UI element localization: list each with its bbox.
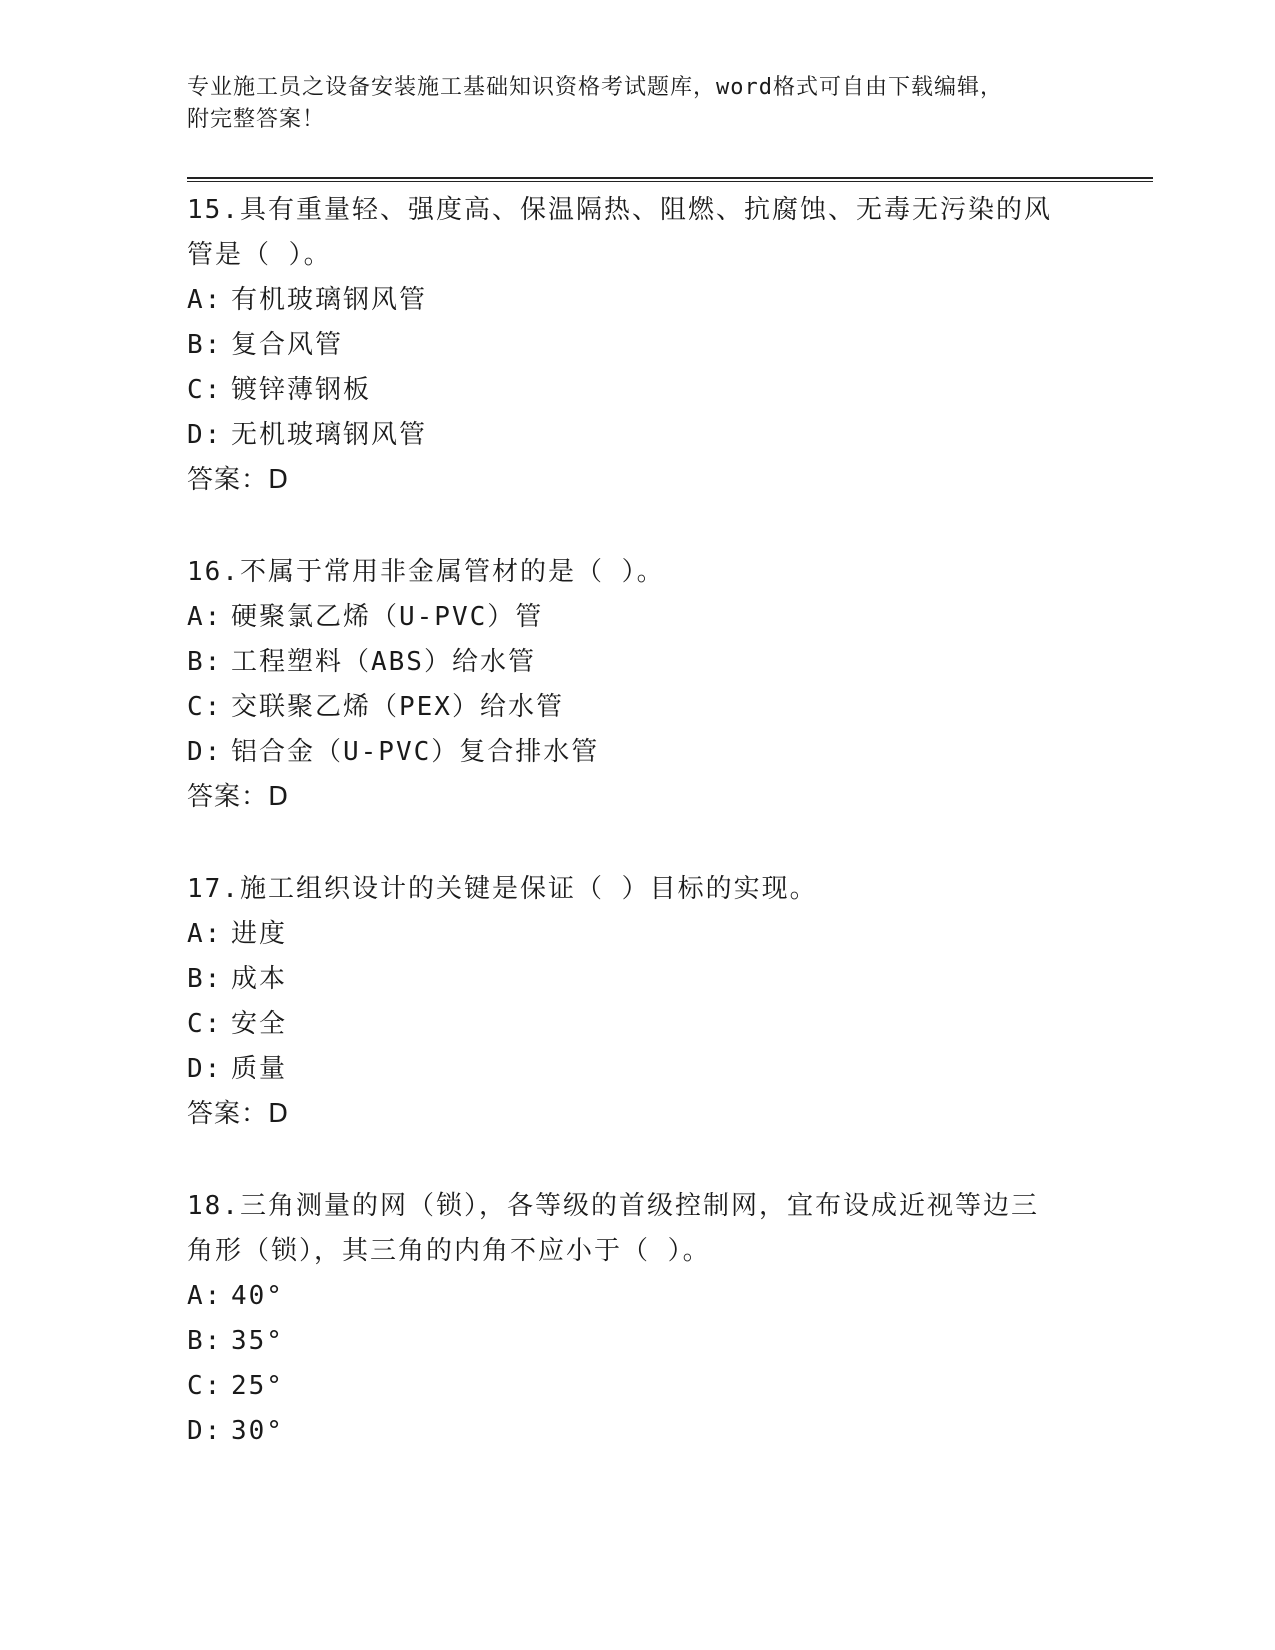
option-a (187, 595, 1117, 640)
option-letter: B: (187, 330, 223, 360)
option-text: 镀锌薄钢板 (231, 375, 372, 405)
header-line-1: 专业施工员之设备安装施工基础知识资格考试题库，word格式可自由下载编辑， (187, 75, 1003, 100)
question-spacer (187, 820, 1117, 867)
option-c (187, 685, 1117, 730)
question-18 (187, 1184, 1117, 1454)
option-text: 工程塑料（ABS）给水管 (231, 647, 536, 677)
option-d (187, 730, 1117, 775)
option-a (187, 912, 1117, 957)
option-letter: A: (187, 602, 223, 632)
option-text: 40° (231, 1281, 284, 1311)
answer-line: 答案：D (187, 782, 290, 812)
option-d (187, 1409, 1117, 1454)
option-letter: B: (187, 1326, 223, 1356)
question-spacer (187, 1137, 1117, 1184)
option-d (187, 413, 1117, 458)
option-text: 35° (231, 1326, 284, 1356)
option-letter: C: (187, 1009, 223, 1039)
answer-line: 答案：D (187, 465, 290, 495)
option-text: 成本 (231, 964, 288, 994)
option-letter: A: (187, 919, 223, 949)
question-stem (187, 867, 1117, 912)
header-line-2: 附完整答案！ (187, 107, 326, 132)
option-c (187, 1002, 1117, 1047)
option-text: 质量 (231, 1054, 288, 1084)
option-b (187, 323, 1117, 368)
option-letter: C: (187, 375, 223, 405)
header-divider (187, 177, 1153, 182)
option-text: 硬聚氯乙烯（U-PVC）管 (231, 602, 544, 632)
option-text: 30° (231, 1416, 284, 1446)
option-text: 复合风管 (231, 330, 344, 360)
option-text: 进度 (231, 919, 288, 949)
question-stem-line: 角形（锁），其三角的内角不应小于（ ）。 (187, 1236, 711, 1266)
option-text: 有机玻璃钢风管 (231, 285, 428, 315)
question-stem-line: 16.不属于常用非金属管材的是（ ）。 (187, 557, 665, 587)
question-spacer (187, 503, 1117, 550)
answer-line: 答案：D (187, 1099, 290, 1129)
option-text: 25° (231, 1371, 284, 1401)
option-letter: A: (187, 1281, 223, 1311)
option-letter: D: (187, 420, 223, 450)
question-stem (187, 1184, 1117, 1274)
option-letter: B: (187, 964, 223, 994)
question-stem-line: 17.施工组织设计的关键是保证（ ）目标的实现。 (187, 874, 818, 904)
question-15 (187, 188, 1117, 503)
question-stem-line: 管是（ ）。 (187, 240, 332, 270)
question-stem (187, 550, 1117, 595)
option-letter: D: (187, 1416, 223, 1446)
option-c (187, 368, 1117, 413)
option-text: 铝合金（U-PVC）复合排水管 (231, 737, 600, 767)
document-header (187, 72, 1087, 136)
question-stem-line: 18.三角测量的网（锁），各等级的首级控制网，宜布设成近视等边三 (187, 1191, 1039, 1221)
question-list (187, 188, 1117, 1454)
option-b (187, 640, 1117, 685)
option-letter: B: (187, 647, 223, 677)
option-text: 安全 (231, 1009, 288, 1039)
option-text: 交联聚乙烯（PEX）给水管 (231, 692, 564, 722)
question-stem-line: 15.具有重量轻、强度高、保温隔热、阻燃、抗腐蚀、无毒无污染的风 (187, 195, 1052, 225)
option-letter: A: (187, 285, 223, 315)
option-c (187, 1364, 1117, 1409)
option-b (187, 957, 1117, 1002)
option-letter: D: (187, 1054, 223, 1084)
option-letter: D: (187, 737, 223, 767)
question-16 (187, 550, 1117, 820)
option-a (187, 278, 1117, 323)
option-letter: C: (187, 1371, 223, 1401)
question-17 (187, 867, 1117, 1137)
option-d (187, 1047, 1117, 1092)
option-b (187, 1319, 1117, 1364)
option-text: 无机玻璃钢风管 (231, 420, 428, 450)
option-letter: C: (187, 692, 223, 722)
option-a (187, 1274, 1117, 1319)
question-stem (187, 188, 1117, 278)
